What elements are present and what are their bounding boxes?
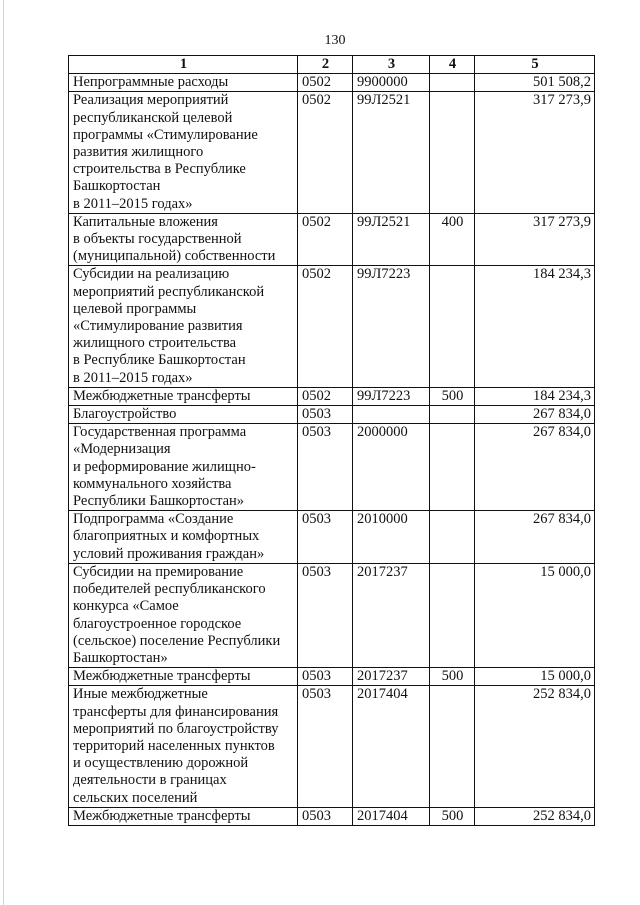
row-name: Капитальные вложения в объекты государственной (муниципальной) собственности <box>69 213 298 266</box>
row-target-item: 99Л2521 <box>353 92 430 213</box>
column-header-2: 2 <box>298 56 353 74</box>
scan-edge-line <box>3 0 4 905</box>
row-amount: 252 834,0 <box>475 686 595 807</box>
row-expense-type: 500 <box>430 668 475 686</box>
row-amount: 317 273,9 <box>475 213 595 266</box>
table-row <box>69 92 595 213</box>
row-expense-type <box>430 406 475 424</box>
row-expense-type <box>430 511 475 564</box>
budget-table <box>68 55 595 826</box>
row-target-item: 99Л7223 <box>353 387 430 405</box>
row-expense-type <box>430 563 475 667</box>
table-row <box>69 807 595 825</box>
row-name: Межбюджетные трансферты <box>69 807 298 825</box>
row-section-code: 0502 <box>298 74 353 92</box>
row-name: Субсидии на реализацию мероприятий республиканской целевой программы «Стимулирование развития жилищного строительства в Республике Башкортостан в 2011–2015 годах» <box>69 266 298 387</box>
row-section-code: 0503 <box>298 406 353 424</box>
table-row <box>69 686 595 807</box>
column-header-5: 5 <box>475 56 595 74</box>
table-row <box>69 563 595 667</box>
row-name: Непрограммные расходы <box>69 74 298 92</box>
row-section-code: 0503 <box>298 511 353 564</box>
row-section-code: 0502 <box>298 387 353 405</box>
row-target-item <box>353 406 430 424</box>
row-section-code: 0503 <box>298 563 353 667</box>
row-section-code: 0503 <box>298 668 353 686</box>
row-target-item: 2017404 <box>353 807 430 825</box>
row-name: Межбюджетные трансферты <box>69 668 298 686</box>
row-section-code: 0502 <box>298 213 353 266</box>
row-expense-type <box>430 92 475 213</box>
row-expense-type <box>430 424 475 511</box>
table-row <box>69 387 595 405</box>
row-target-item: 2017404 <box>353 686 430 807</box>
row-amount: 317 273,9 <box>475 92 595 213</box>
row-expense-type: 500 <box>430 807 475 825</box>
row-expense-type <box>430 686 475 807</box>
table-row <box>69 406 595 424</box>
row-expense-type: 400 <box>430 213 475 266</box>
row-target-item: 2017237 <box>353 563 430 667</box>
row-amount: 267 834,0 <box>475 424 595 511</box>
row-amount: 184 234,3 <box>475 387 595 405</box>
row-target-item: 2000000 <box>353 424 430 511</box>
row-amount: 267 834,0 <box>475 511 595 564</box>
row-expense-type <box>430 266 475 387</box>
row-target-item: 99Л2521 <box>353 213 430 266</box>
column-header-3: 3 <box>353 56 430 74</box>
row-expense-type: 500 <box>430 387 475 405</box>
row-amount: 15 000,0 <box>475 563 595 667</box>
row-section-code: 0503 <box>298 807 353 825</box>
column-header-1: 1 <box>69 56 298 74</box>
row-amount: 501 508,2 <box>475 74 595 92</box>
row-target-item: 2017237 <box>353 668 430 686</box>
row-name: Межбюджетные трансферты <box>69 387 298 405</box>
row-name: Реализация мероприятий республиканской целевой программы «Стимулирование развития жилищного строительства в Республике Башкортостан в 2011–2015 годах» <box>69 92 298 213</box>
table-header-row <box>69 56 595 74</box>
table-row <box>69 74 595 92</box>
row-name: Подпрограмма «Создание благоприятных и комфортных условий проживания граждан» <box>69 511 298 564</box>
row-name: Субсидии на премирование победителей республиканского конкурса «Самое благоустроенное городское (сельское) поселение Республики Башкортостан» <box>69 563 298 667</box>
page-number: 130 <box>324 33 346 48</box>
row-target-item: 9900000 <box>353 74 430 92</box>
table-row <box>69 213 595 266</box>
row-expense-type <box>430 74 475 92</box>
row-amount: 184 234,3 <box>475 266 595 387</box>
table-row <box>69 668 595 686</box>
table-row <box>69 424 595 511</box>
row-section-code: 0502 <box>298 92 353 213</box>
table-row <box>69 511 595 564</box>
row-target-item: 2010000 <box>353 511 430 564</box>
row-target-item: 99Л7223 <box>353 266 430 387</box>
row-amount: 267 834,0 <box>475 406 595 424</box>
row-amount: 15 000,0 <box>475 668 595 686</box>
row-section-code: 0503 <box>298 424 353 511</box>
row-section-code: 0503 <box>298 686 353 807</box>
row-name: Благоустройство <box>69 406 298 424</box>
row-name: Иные межбюджетные трансферты для финансирования мероприятий по благоустройству территорий населенных пунктов и осуществлению дорожной деятельности в границах сельских поселений <box>69 686 298 807</box>
row-section-code: 0502 <box>298 266 353 387</box>
column-header-4: 4 <box>430 56 475 74</box>
row-amount: 252 834,0 <box>475 807 595 825</box>
table-row <box>69 266 595 387</box>
row-name: Государственная программа «Модернизация и реформирование жилищно- коммунального хозяйства Республики Башкортостан» <box>69 424 298 511</box>
